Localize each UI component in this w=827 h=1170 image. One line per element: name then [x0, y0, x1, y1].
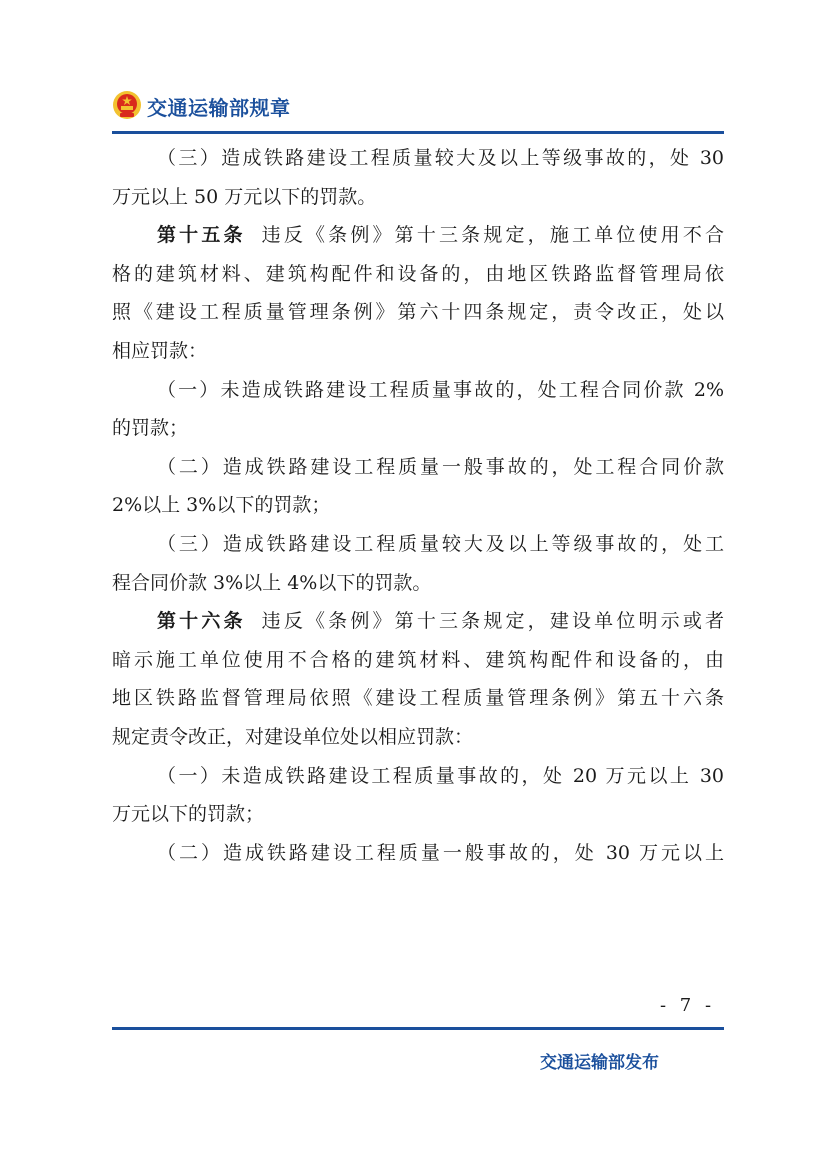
article-15-first-line: [112, 216, 724, 255]
text-line: 暗示施工单位使用不合格的建筑材料、建筑构配件和设备的，由: [112, 648, 724, 671]
article-16-label: 第十六条: [157, 610, 246, 633]
text-line: （三）造成铁路建设工程质量较大及以上等级事故的，处 30: [157, 147, 724, 169]
footer-publisher: 交通运输部发布: [540, 1053, 659, 1073]
text-line: 万元以上 50 万元以下的罚款。: [112, 185, 377, 208]
national-emblem-icon: [112, 90, 142, 120]
text-line: 相应罚款：: [112, 339, 208, 362]
page-number: - 7 -: [660, 995, 716, 1016]
article-15-label: 第十五条: [157, 224, 246, 247]
footer-divider: [112, 1027, 724, 1030]
header-title: 交通运输部规章: [147, 96, 291, 120]
text-line: （一）未造成铁路建设工程质量事故的，处工程合同价款 2%: [157, 378, 724, 401]
text-line: 格的建筑材料、建筑构配件和设备的，由地区铁路监督管理局依: [112, 262, 724, 285]
text-line: 地区铁路监督管理局依照《建设工程质量管理条例》第五十六条: [112, 687, 724, 710]
text-line: 的罚款；: [112, 417, 189, 440]
page-header: [112, 88, 724, 136]
text-line: （三）造成铁路建设工程质量较大及以上等级事故的，处工: [157, 532, 724, 555]
text-line: 照《建设工程质量管理条例》第六十四条规定，责令改正，处以: [112, 301, 724, 324]
text-line: 规定责令改正，对建设单位处以相应罚款：: [112, 725, 474, 748]
text-line: （二）造成铁路建设工程质量一般事故的，处工程合同价款: [157, 455, 724, 478]
text-span: 违反《条例》第十三条规定，施工单位使用不合: [261, 224, 724, 247]
text-line: 程合同价款 3%以上 4%以下的罚款。: [112, 571, 432, 594]
text-line: （一）未造成铁路建设工程质量事故的，处 20 万元以上 30: [157, 764, 724, 787]
article-16-first-line: [112, 602, 724, 641]
text-line: （二）造成铁路建设工程质量一般事故的，处 30 万元以上: [157, 841, 724, 864]
text-line: 2%以上 3%以下的罚款；: [112, 494, 331, 517]
text-line: 万元以下的罚款；: [112, 803, 265, 826]
document-body: [112, 139, 724, 872]
text-span: 违反《条例》第十三条规定，建设单位明示或者: [261, 610, 724, 633]
header-divider: [112, 131, 724, 134]
